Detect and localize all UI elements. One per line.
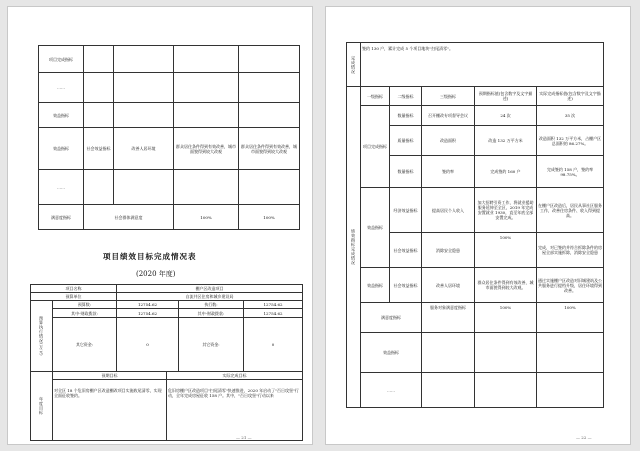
row-level2: 社会效益指标 — [389, 232, 422, 268]
planned-goal-header: 预期目标 — [52, 371, 167, 380]
row-expected — [474, 332, 537, 373]
row-expected — [474, 372, 537, 408]
row-level1: 效益指标 — [360, 332, 422, 373]
top-table-cell: 100% — [238, 204, 300, 230]
row-level3 — [421, 332, 475, 373]
row-level2: 社会效益指标 — [389, 267, 422, 303]
document-subtitle: (2020 年度) — [136, 270, 176, 278]
row-level3: 签约率 — [421, 155, 475, 188]
top-table-cell — [173, 102, 239, 128]
project-name-label: 项目名称 — [30, 284, 117, 293]
top-table-cell — [113, 169, 174, 205]
other-value: 0 — [116, 317, 179, 372]
budget-side-label: 预算执行情况(万元) — [30, 300, 53, 372]
top-table-cell — [83, 102, 114, 128]
row-expected: 100% — [474, 302, 537, 333]
fiscal-value: 12754.62 — [116, 308, 179, 318]
row-level1: …… — [360, 372, 422, 408]
top-table-cell: 群众居住条件得到有效改善，城市面貌得到较大改观 — [173, 127, 239, 170]
row-level3: 改造面积 — [421, 125, 475, 156]
header-expected: 预期指标值(包含数字及文字描述) — [474, 86, 537, 106]
header-level2: 二级指标 — [389, 86, 422, 106]
top-table-cell — [238, 169, 300, 205]
top-table-cell — [173, 45, 239, 73]
top-table-cell: 效益指标 — [38, 102, 84, 128]
top-table-cell: 效益指标 — [38, 127, 84, 170]
completion-side-label: 完成情况 — [346, 42, 361, 87]
exec-value: 12754.62 — [243, 300, 303, 309]
page-number-right: — 22 — — [576, 435, 592, 440]
top-table-cell: 群众居住条件得到有效改善，城市面貌得到较大改观 — [238, 127, 300, 170]
row-expected: 加大招聘引资工作，将就业援助服务延伸至全区，2019 年完成安置就业 1930，直至年底全部安置完成。 — [474, 187, 537, 233]
other-label: 其它资金: — [52, 317, 117, 372]
other-value-2: 0 — [243, 317, 303, 372]
actual-goal-header: 实际完成目标 — [166, 371, 303, 380]
row-level3: 服务对象满意度指标 — [421, 302, 475, 333]
top-table-cell — [83, 169, 114, 205]
row-expected: 24 次 — [474, 105, 537, 126]
row-level2: 数量指标 — [389, 105, 422, 126]
row-actual: 完成签约 158 户，签约率 98.75%。 — [536, 155, 604, 188]
goal-side-label: 年度目标 — [30, 371, 53, 441]
row-actual: 在棚户区改造后，居民从事社区服务工作，改善住房条件、收入得到提高。 — [536, 187, 604, 233]
row-actual: 100% — [536, 302, 604, 333]
exec-label: 执行数: — [178, 300, 244, 309]
top-table-cell: …… — [38, 169, 84, 205]
header-level1: 一级指标 — [360, 86, 390, 106]
fiscal-label: 其中-财政拨款: — [52, 308, 117, 318]
top-table-cell: 项目完成指标 — [38, 45, 84, 73]
top-table-cell — [83, 72, 114, 103]
top-table-cell — [238, 72, 300, 103]
top-table-cell: 社会群体满意度 — [83, 204, 174, 230]
indicator-side-label: 绩效指标完成情况 — [346, 86, 361, 408]
budget-label: 预算数: — [52, 300, 117, 309]
top-table-cell — [238, 45, 300, 73]
top-table-cell — [83, 45, 114, 73]
top-table-cell: 满意度指标 — [38, 204, 84, 230]
row-expected: 100% — [474, 232, 537, 268]
document-title: 项目绩效目标完成情况表 — [103, 252, 197, 261]
top-table-cell — [113, 45, 174, 73]
top-table-cell — [173, 169, 239, 205]
top-table-cell: …… — [38, 72, 84, 103]
row-actual — [536, 332, 604, 373]
row-level2: 经济效益指标 — [389, 187, 422, 233]
right-page — [325, 6, 631, 445]
row-expected: 改造 132 万平方米 — [474, 125, 537, 156]
project-name-value: 棚户区改造项目 — [116, 284, 303, 293]
row-level3 — [421, 372, 475, 408]
row-level3: 消除安全隐患 — [421, 232, 475, 268]
row-level3: 提高居民个人收入 — [421, 187, 475, 233]
top-table-cell — [113, 102, 174, 128]
page-number-left: — 21 — — [236, 435, 252, 440]
row-level3: 召开棚改专项督导会议 — [421, 105, 475, 126]
top-table-cell: 社会效益指标 — [83, 127, 114, 170]
completion-text: 签约 130 户，累计完成 5 个项目地块"扫尾清零"。 — [360, 42, 604, 87]
row-actual: 完成，对已签约并符合拆除条件的房屋全部实施拆除，消除安全隐患 — [536, 232, 604, 268]
header-actual: 实际完成指标值(包含数字及文字描述) — [536, 86, 604, 106]
top-table-cell — [173, 72, 239, 103]
actual-goal-text: 危旧房棚户区改造项目"扫尾清零"快速推进，2020 年启动了"百日攻坚"行动，全年完成房屋征收 158 户。其中，"百日攻坚"行动以来 — [166, 379, 303, 441]
row-actual: 改造面积 132 万平方米，占棚户区总面积的 86.27%。 — [536, 125, 604, 156]
row-actual: 35 次 — [536, 105, 604, 126]
budget-value: 12754.62 — [116, 300, 179, 309]
row-level1: 满意度指标 — [360, 302, 422, 333]
row-level1: 效益指标 — [360, 267, 390, 303]
dept-label: 预算单位 — [30, 292, 117, 301]
row-actual — [536, 372, 604, 408]
row-actual: 通过实施棚户区改造对旧城建筑及公共服务进行提档升级，居住环境得到改善。 — [536, 267, 604, 303]
top-table-cell: 改善人居环境 — [113, 127, 174, 170]
top-table-cell: 100% — [173, 204, 239, 230]
row-level3: 改善人居环境 — [421, 267, 475, 303]
fiscal-value-2: 12754.62 — [243, 308, 303, 318]
row-level1: 项目完成指标 — [360, 105, 390, 188]
row-level2: 质量指标 — [389, 125, 422, 156]
header-level3: 三级指标 — [421, 86, 475, 106]
row-expected: 群众居住条件得到有效改善，城市面貌得到较大改观。 — [474, 267, 537, 303]
row-level1: 效益指标 — [360, 187, 390, 268]
dept-value: 自流井区住房和城乡建设局 — [116, 292, 303, 301]
fiscal-label-2: 其中-财政拨款: — [178, 308, 244, 318]
top-table-cell — [113, 72, 174, 103]
left-page — [7, 6, 313, 445]
row-level2: 数量指标 — [389, 155, 422, 188]
planned-goal-text: 对全区 18 个危旧房棚户区改造棚改项目实施收尾清零，实现全面征收签约。 — [52, 379, 167, 441]
top-table-cell — [238, 102, 300, 128]
other-label-2: 其它资金: — [178, 317, 244, 372]
row-expected: 完成签约 160 户 — [474, 155, 537, 188]
